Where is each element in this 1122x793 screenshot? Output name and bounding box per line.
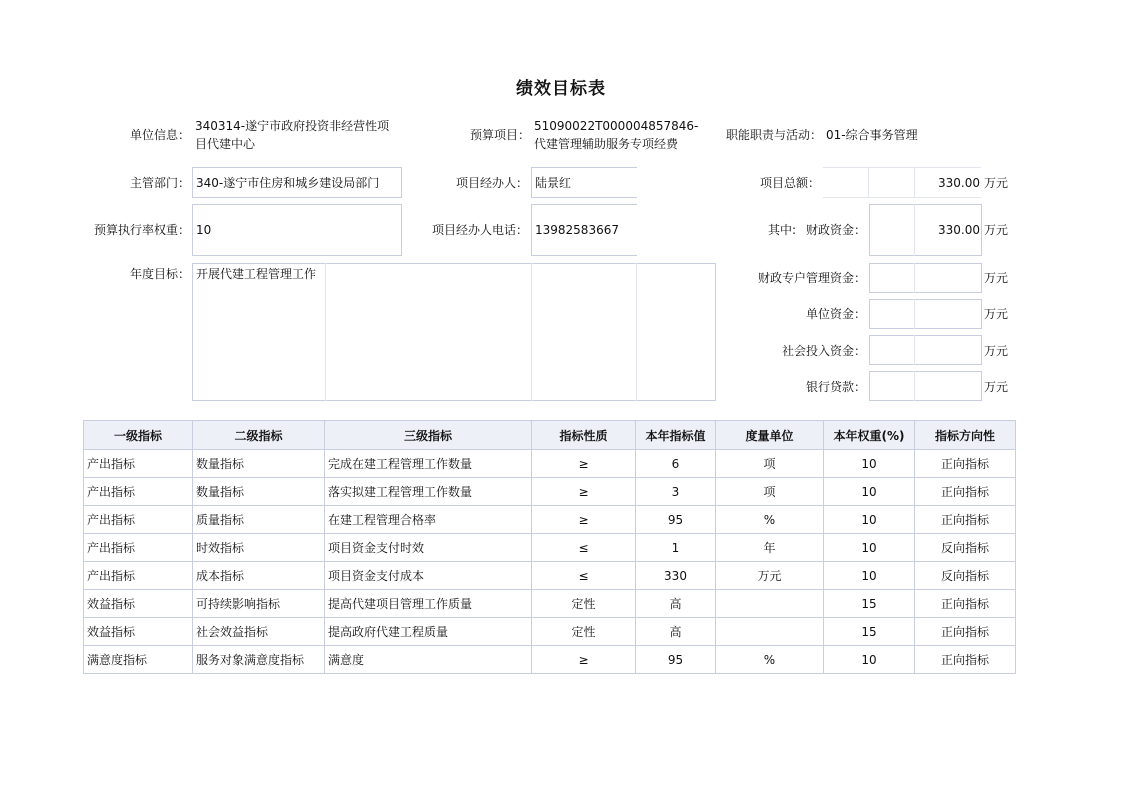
- budget-project-label: 预算项目：: [469, 128, 530, 142]
- execution-weight-value: 10: [196, 223, 212, 237]
- column-header: 指标方向性: [915, 421, 1016, 450]
- bank-loan-label: 银行贷款：: [805, 380, 866, 394]
- nature-cell: ≥: [532, 646, 636, 674]
- annual-target-value: 开展代建工程管理工作: [196, 267, 317, 281]
- column-header: 一级指标: [84, 421, 193, 450]
- target-value-cell: 95: [636, 506, 716, 534]
- unit-fund-field: [869, 299, 982, 329]
- supervising-dept-value: 340-遂宁市住房和城乡建设局部门: [196, 176, 380, 190]
- nature-cell: ≥: [532, 478, 636, 506]
- annual-field-gridline: [325, 263, 326, 401]
- weight-cell: 10: [824, 506, 915, 534]
- total-field-bottom-line: [823, 197, 981, 198]
- direction-cell: 正向指标: [915, 646, 1016, 674]
- measure-unit-cell: 万元: [716, 562, 824, 590]
- direction-cell: 反向指标: [915, 562, 1016, 590]
- unitfund-field-divider: [914, 299, 915, 329]
- column-header: 指标性质: [532, 421, 636, 450]
- table-header-row: [84, 421, 1016, 450]
- target-value-cell: 1: [636, 534, 716, 562]
- target-value-cell: 高: [636, 618, 716, 646]
- weight-cell: 10: [824, 562, 915, 590]
- weight-cell: 10: [824, 450, 915, 478]
- column-header: 本年权重(%): [824, 421, 915, 450]
- budget-project-value-line2: 代建管理辅助服务专项经费: [534, 137, 679, 151]
- unit-fund-label: 单位资金：: [805, 307, 866, 321]
- level2-cell: 数量指标: [193, 450, 325, 478]
- direction-cell: 正向指标: [915, 478, 1016, 506]
- column-header: 三级指标: [325, 421, 532, 450]
- weight-cell: 15: [824, 590, 915, 618]
- direction-cell: 正向指标: [915, 590, 1016, 618]
- total-unit: 万元: [984, 176, 1009, 190]
- measure-unit-cell: %: [716, 646, 824, 674]
- project-total-label: 项目总额：: [759, 176, 820, 190]
- table-row: [84, 646, 1016, 674]
- manager-phone-value: 13982583667: [535, 223, 619, 237]
- measure-unit-cell: [716, 590, 824, 618]
- target-value-cell: 95: [636, 646, 716, 674]
- annual-field-gridline: [636, 263, 637, 401]
- page-title: 绩效目标表: [516, 79, 606, 99]
- table-row: [84, 562, 1016, 590]
- weight-cell: 10: [824, 478, 915, 506]
- nature-cell: ≥: [532, 450, 636, 478]
- measure-unit-cell: 年: [716, 534, 824, 562]
- column-header: 度量单位: [716, 421, 824, 450]
- unit-info-value-line1: 340314-遂宁市政府投资非经营性项: [195, 119, 390, 133]
- social-unit: 万元: [984, 344, 1009, 358]
- duty-activity-label: 职能职责与活动：: [725, 128, 822, 142]
- duty-activity-value: 01-综合事务管理: [826, 128, 918, 142]
- level1-cell: 产出指标: [84, 478, 193, 506]
- unit-info-value-line2: 目代建中心: [195, 137, 256, 151]
- weight-cell: 10: [824, 534, 915, 562]
- level2-cell: 可持续影响指标: [193, 590, 325, 618]
- social-fund-label: 社会投入资金：: [781, 344, 866, 358]
- level1-cell: 产出指标: [84, 534, 193, 562]
- level3-cell: 项目资金支付时效: [325, 534, 532, 562]
- measure-unit-cell: 项: [716, 450, 824, 478]
- special-field-divider: [914, 263, 915, 293]
- level3-cell: 满意度: [325, 646, 532, 674]
- level2-cell: 服务对象满意度指标: [193, 646, 325, 674]
- nature-cell: ≤: [532, 562, 636, 590]
- execution-weight-field: [192, 204, 402, 256]
- table-row: [84, 506, 1016, 534]
- loan-field-divider: [914, 371, 915, 401]
- level3-cell: 提高代建项目管理工作质量: [325, 590, 532, 618]
- level1-cell: 满意度指标: [84, 646, 193, 674]
- measure-unit-cell: 项: [716, 478, 824, 506]
- target-value-cell: 高: [636, 590, 716, 618]
- level1-cell: 效益指标: [84, 590, 193, 618]
- level2-cell: 数量指标: [193, 478, 325, 506]
- among-label: 其中:: [768, 223, 797, 237]
- total-field-top-line: [823, 167, 981, 168]
- table-row: [84, 590, 1016, 618]
- table-row: [84, 478, 1016, 506]
- bank-loan-field: [869, 371, 982, 401]
- direction-cell: 正向指标: [915, 618, 1016, 646]
- finance-fund-label: 财政资金：: [805, 223, 866, 237]
- nature-cell: ≥: [532, 506, 636, 534]
- indicator-table: [83, 420, 1016, 674]
- social-fund-field: [869, 335, 982, 365]
- level2-cell: 时效指标: [193, 534, 325, 562]
- annual-target-field: [192, 263, 716, 401]
- total-field-divider: [868, 167, 869, 198]
- direction-cell: 正向指标: [915, 506, 1016, 534]
- level3-cell: 在建工程管理合格率: [325, 506, 532, 534]
- direction-cell: 反向指标: [915, 534, 1016, 562]
- table-row: [84, 618, 1016, 646]
- annual-field-gridline: [531, 263, 532, 401]
- level1-cell: 产出指标: [84, 450, 193, 478]
- level2-cell: 成本指标: [193, 562, 325, 590]
- unit-info-label: 单位信息：: [129, 128, 190, 142]
- level1-cell: 效益指标: [84, 618, 193, 646]
- special-unit: 万元: [984, 271, 1009, 285]
- target-value-cell: 6: [636, 450, 716, 478]
- level2-cell: 社会效益指标: [193, 618, 325, 646]
- execution-weight-label: 预算执行率权重：: [93, 223, 190, 237]
- level1-cell: 产出指标: [84, 506, 193, 534]
- annual-target-label: 年度目标：: [129, 267, 190, 281]
- level3-cell: 提高政府代建工程质量: [325, 618, 532, 646]
- target-value-cell: 3: [636, 478, 716, 506]
- measure-unit-cell: %: [716, 506, 824, 534]
- social-field-divider: [914, 335, 915, 365]
- budget-project-value-line1: 51090022T000004857846-: [534, 119, 699, 133]
- unitfund-unit: 万元: [984, 307, 1009, 321]
- project-total-value: 330.00: [938, 176, 980, 190]
- supervising-dept-label: 主管部门：: [129, 176, 190, 190]
- column-header: 二级指标: [193, 421, 325, 450]
- nature-cell: 定性: [532, 590, 636, 618]
- level3-cell: 落实拟建工程管理工作数量: [325, 478, 532, 506]
- level3-cell: 完成在建工程管理工作数量: [325, 450, 532, 478]
- special-account-fund-field: [869, 263, 982, 293]
- manager-phone-label: 项目经办人电话：: [431, 223, 528, 237]
- loan-unit: 万元: [984, 380, 1009, 394]
- weight-cell: 15: [824, 618, 915, 646]
- special-account-fund-label: 财政专户管理资金：: [757, 271, 866, 285]
- weight-cell: 10: [824, 646, 915, 674]
- level2-cell: 质量指标: [193, 506, 325, 534]
- level3-cell: 项目资金支付成本: [325, 562, 532, 590]
- nature-cell: 定性: [532, 618, 636, 646]
- measure-unit-cell: [716, 618, 824, 646]
- table-row: [84, 534, 1016, 562]
- nature-cell: ≤: [532, 534, 636, 562]
- target-value-cell: 330: [636, 562, 716, 590]
- project-manager-label: 项目经办人：: [455, 176, 528, 190]
- column-header: 本年指标值: [636, 421, 716, 450]
- finance-unit: 万元: [984, 223, 1009, 237]
- table-row: [84, 450, 1016, 478]
- finance-fund-value: 330.00: [938, 223, 980, 237]
- level1-cell: 产出指标: [84, 562, 193, 590]
- project-manager-value: 陆景红: [535, 176, 572, 190]
- direction-cell: 正向指标: [915, 450, 1016, 478]
